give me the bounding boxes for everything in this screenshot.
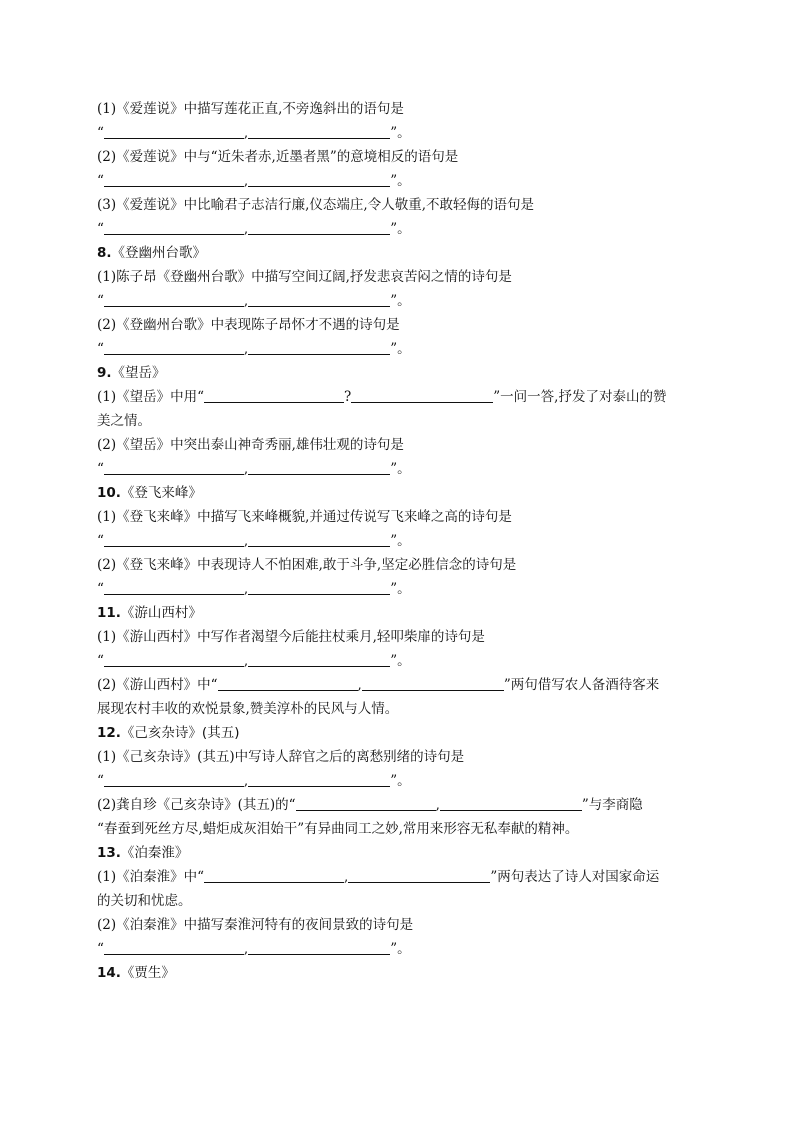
close-quote: ”。 [390,533,411,549]
close-quote: ”。 [390,581,411,597]
close-quote: ”。 [390,173,411,189]
section-heading [97,961,697,985]
question-text [97,745,697,769]
answer-blank[interactable] [104,292,244,307]
question-text-content: (2)《登幽州台歌》中表现陈子昂怀才不遇的诗句是 [97,317,400,333]
close-quote: ”。 [390,341,411,357]
open-quote: “ [97,773,104,789]
answer-blank[interactable] [248,124,390,139]
question-text-content: 的关切和忧虑。 [97,893,192,909]
section-title: 《泊秦淮》 [120,845,189,861]
section-title: 《望岳》 [111,365,166,381]
question-text [97,553,697,577]
answer-blank[interactable] [104,460,244,475]
question-text [97,433,697,457]
answer-line [97,457,697,481]
worksheet-page [97,97,697,985]
answer-blank[interactable] [104,172,244,187]
separator: , [243,125,249,141]
section-title: 《登幽州台歌》 [111,245,207,261]
separator: , [243,293,249,309]
answer-line [97,217,697,241]
open-quote: “ [97,293,104,309]
close-quote: ”。 [390,293,411,309]
question-text [97,505,697,529]
question-suffix: ”两句借写农人备酒待客来 [503,677,660,693]
question-suffix: ”与李商隐 [581,797,643,813]
open-quote: “ [97,125,104,141]
separator: , [435,797,440,813]
separator: , [243,773,249,789]
open-quote: “ [97,533,104,549]
answer-blank[interactable] [104,220,244,235]
section-title: 《己亥杂诗》(其五) [120,725,240,741]
section-heading [97,601,697,625]
inline-question [97,673,697,697]
answer-blank[interactable] [248,172,390,187]
open-quote: “ [97,581,104,597]
answer-blank[interactable] [248,340,390,355]
question-text-content: (1)《爱莲说》中描写莲花正直,不旁逸斜出的语句是 [97,101,404,117]
answer-blank[interactable] [248,532,390,547]
answer-blank[interactable] [248,772,390,787]
question-text [97,817,697,841]
separator: ? [344,389,352,405]
open-quote: “ [97,461,104,477]
question-prefix: (1)《望岳》中用“ [97,389,205,405]
question-suffix: ”一问一答,抒发了对泰山的赞 [493,389,667,405]
separator: , [344,869,349,885]
answer-line [97,169,697,193]
close-quote: ”。 [390,221,411,237]
question-text [97,913,697,937]
question-text-content: (2)《望岳》中突出泰山神奇秀丽,雄伟壮观的诗句是 [97,437,404,453]
question-prefix: (2)龚自珍《己亥杂诗》(其五)的“ [97,797,296,813]
question-text [97,193,697,217]
question-text-content: (1)《登飞来峰》中描写飞来峰概貌,并通过传说写飞来峰之高的诗句是 [97,509,512,525]
question-text-content: (2)《登飞来峰》中表现诗人不怕困难,敢于斗争,坚定必胜信念的诗句是 [97,557,517,573]
answer-blank[interactable] [104,772,244,787]
section-number: 14. [97,965,121,981]
answer-blank[interactable] [440,796,582,811]
question-text-content: (2)《爱莲说》中与“近朱者赤,近墨者黑”的意境相反的语句是 [97,149,459,165]
section-heading [97,241,697,265]
answer-blank[interactable] [104,580,244,595]
question-text [97,265,697,289]
close-quote: ”。 [390,125,411,141]
question-text [97,625,697,649]
question-text-content: (3)《爱莲说》中比喻君子志洁行廉,仪态端庄,令人敬重,不敢轻侮的语句是 [97,197,534,213]
close-quote: ”。 [390,653,411,669]
question-text [97,697,697,721]
separator: , [243,173,249,189]
question-text [97,313,697,337]
question-text-content: (1)陈子昂《登幽州台歌》中描写空间辽阔,抒发悲哀苦闷之情的诗句是 [97,269,512,285]
close-quote: ”。 [390,773,411,789]
section-number: 13. [97,845,121,861]
answer-blank[interactable] [248,220,390,235]
answer-line [97,577,697,601]
section-number: 12. [97,725,121,741]
open-quote: “ [97,653,104,669]
section-number: 11. [97,605,121,621]
open-quote: “ [97,173,104,189]
separator: , [243,941,249,957]
question-prefix: (1)《泊秦淮》中“ [97,869,205,885]
section-heading [97,481,697,505]
answer-blank[interactable] [351,388,493,403]
inline-question [97,865,697,889]
answer-blank[interactable] [348,868,490,883]
question-text [97,97,697,121]
answer-blank[interactable] [248,652,390,667]
answer-line [97,121,697,145]
answer-blank[interactable] [104,532,244,547]
answer-blank[interactable] [248,292,390,307]
separator: , [243,653,249,669]
answer-blank[interactable] [218,676,358,691]
question-text-content: 展现农村丰收的欢悦景象,赞美淳朴的民风与人情。 [97,701,399,717]
question-text-content: (1)《游山西村》中写作者渴望今后能拄杖乘月,轻叩柴扉的诗句是 [97,629,485,645]
section-title: 《游山西村》 [120,605,202,621]
answer-blank[interactable] [296,796,436,811]
answer-blank[interactable] [248,940,390,955]
answer-blank[interactable] [248,460,390,475]
separator: , [243,221,249,237]
separator: , [243,581,249,597]
question-text-content: (2)《泊秦淮》中描写秦淮河特有的夜间景致的诗句是 [97,917,414,933]
answer-blank[interactable] [248,580,390,595]
answer-blank[interactable] [104,940,244,955]
answer-line [97,337,697,361]
question-text [97,145,697,169]
separator: , [243,533,249,549]
section-number: 8. [97,245,112,261]
separator: , [243,341,249,357]
question-text [97,409,697,433]
section-title: 《贾生》 [120,965,175,981]
answer-blank[interactable] [104,124,244,139]
answer-blank[interactable] [104,652,244,667]
question-prefix: (2)《游山西村》中“ [97,677,218,693]
separator: , [357,677,362,693]
question-text-content: 美之情。 [97,413,151,429]
answer-blank[interactable] [204,388,344,403]
open-quote: “ [97,221,104,237]
answer-line [97,529,697,553]
close-quote: ”。 [390,941,411,957]
section-heading [97,361,697,385]
section-heading [97,721,697,745]
question-text-content: “春蚕到死丝方尽,蜡炬成灰泪始干”有异曲同工之妙,常用来形容无私奉献的精神。 [97,821,579,837]
close-quote: ”。 [390,461,411,477]
section-title: 《登飞来峰》 [120,485,202,501]
open-quote: “ [97,341,104,357]
question-text-content: (1)《己亥杂诗》(其五)中写诗人辞官之后的离愁别绪的诗句是 [97,749,465,765]
section-heading [97,841,697,865]
answer-blank[interactable] [362,676,504,691]
answer-line [97,769,697,793]
inline-question [97,385,697,409]
answer-blank[interactable] [204,868,344,883]
answer-line [97,649,697,673]
answer-blank[interactable] [104,340,244,355]
open-quote: “ [97,941,104,957]
separator: , [243,461,249,477]
inline-question [97,793,697,817]
section-number: 9. [97,365,112,381]
question-text [97,889,697,913]
question-suffix: ”两句表达了诗人对国家命运 [490,869,660,885]
answer-line [97,289,697,313]
section-number: 10. [97,485,121,501]
answer-line [97,937,697,961]
